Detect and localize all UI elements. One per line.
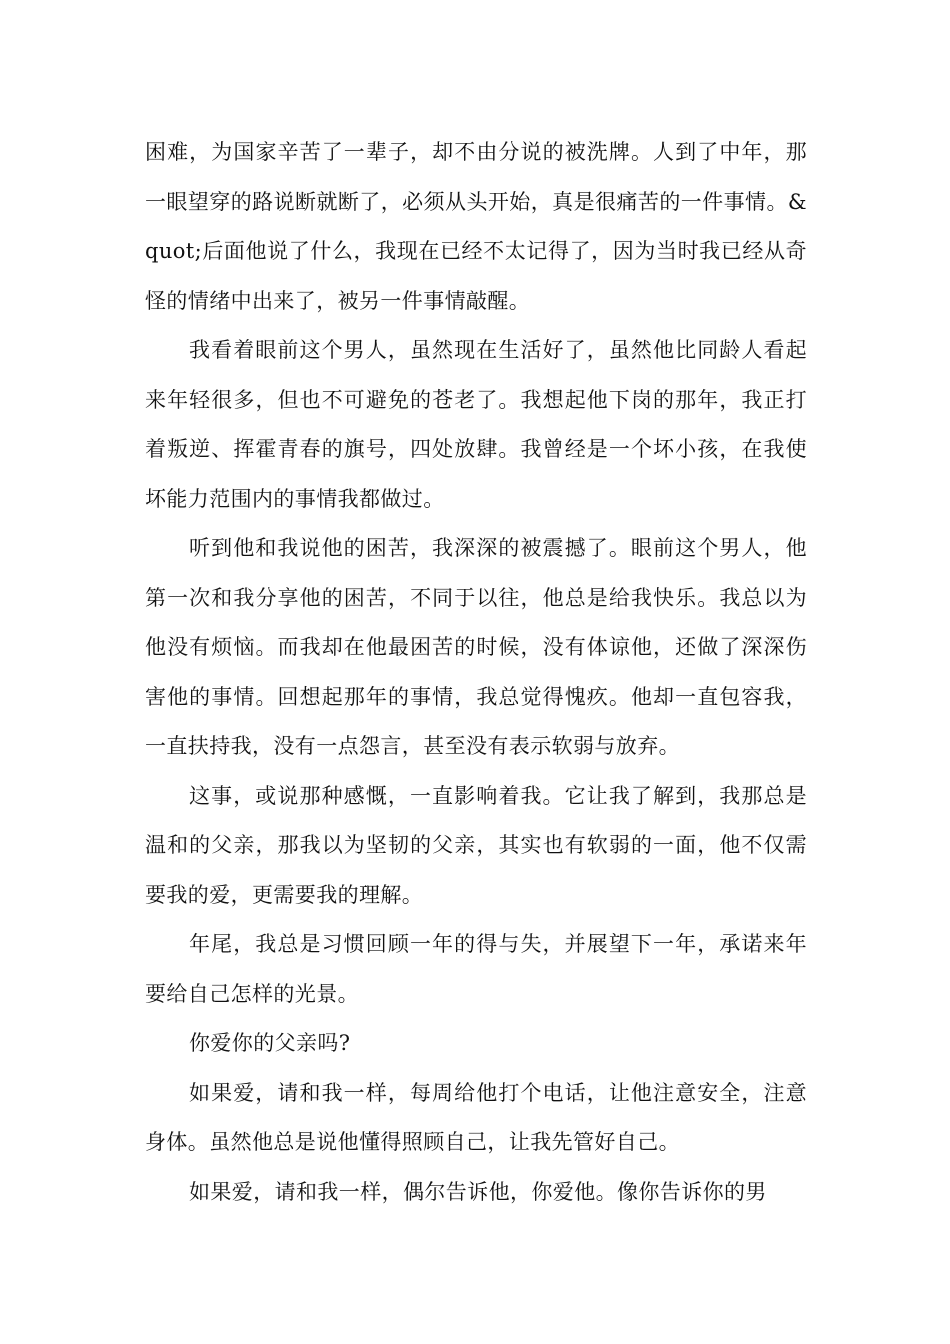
paragraph-7: 如果爱，请和我一样，每周给他打个电话，让他注意安全，注意身体。虽然他总是说他懂得照顾自己，让我先管好自己。 [145,1080,807,1154]
paragraph-5: 年尾，我总是习惯回顾一年的得与失，并展望下一年，承诺来年要给自己怎样的光景。 [145,932,807,1006]
paragraph-1: 困难，为国家辛苦了一辈子，却不由分说的被洗牌。人到了中年，那一眼望穿的路说断就断了，必须从头开始，真是很痛苦的一件事情。&quot;后面他说了什么，我现在已经不太记得了，因为当时我已经从奇怪的情绪中出来了，被另一件事情敲醒。 [145,140,807,313]
paragraph-8: 如果爱，请和我一样，偶尔告诉他，你爱他。像你告诉你的男 [189,1179,767,1204]
paragraph-3: 听到他和我说他的困苦，我深深的被震撼了。眼前这个男人，他第一次和我分享他的困苦，不同于以往，他总是给我快乐。我总以为他没有烦恼。而我却在他最困苦的时候，没有体谅他，还做了深深伤害他的事情。回想起那年的事情，我总觉得愧疚。他却一直包容我，一直扶持我，没有一点怨言，甚至没有表示软弱与放弃。 [145,536,807,758]
paragraph-4: 这事，或说那种感慨，一直影响着我。它让我了解到，我那总是温和的父亲，那我以为坚韧的父亲，其实也有软弱的一面，他不仅需要我的爱，更需要我的理解。 [145,783,807,907]
document-body [145,128,807,1217]
paragraph-6: 你爱你的父亲吗? [189,1031,351,1055]
paragraph-2: 我看着眼前这个男人，虽然现在生活好了，虽然他比同龄人看起来年轻很多，但也不可避免的苍老了。我想起他下岗的那年，我正打着叛逆、挥霍青春的旗号，四处放肆。我曾经是一个坏小孩，在我使坏能力范围内的事情我都做过。 [145,338,807,511]
